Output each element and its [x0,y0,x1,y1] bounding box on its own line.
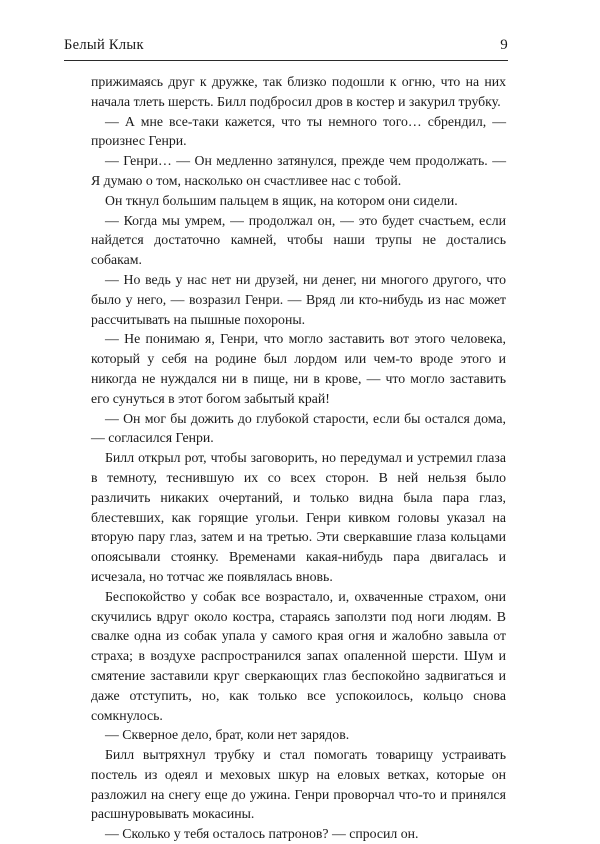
paragraph: — Но ведь у нас нет ни друзей, ни денег, ни многого другого, что было у него, — возразил Генри. — Вряд ли кто-нибудь из нас может рассчитывать на пышные похороны. [91,271,506,327]
paragraph: Он ткнул большим пальцем в ящик, на котором они сидели. [105,192,458,208]
page-number: 9 [500,37,508,53]
paragraph: — Не понимаю я, Генри, что могло заставить вот этого человека, который у себя на родине был лордом или чем-то вроде этого и никогда не нуждался ни в пище, ни в крове, — что могло заставить его сунуться в этот богом забытый край! [91,331,506,406]
paragraph: — Скверное дело, брат, коли нет зарядов. [105,727,350,743]
paragraph: прижимаясь друг к дружке, так близко подошли к огню, что на них начала тлеть шерсть. Билл подбросил дров в костер и закурил трубку. [91,74,506,109]
book-title: Белый Клык [64,37,144,53]
paragraph: — А мне все-таки кажется, что ты немного того… сбрендил, — произнес Генри. [91,113,506,149]
paragraph: — Генри… — Он медленно затянулся, прежде чем продолжать. — Я думаю о том, насколько он счастливее нас с тобой. [91,153,506,188]
paragraph: — Сколько у тебя осталось патронов? — спросил он. [105,826,419,842]
paragraph: Билл вытряхнул трубку и стал помогать товарищу устраивать постель из одеял и меховых шкур на еловых ветках, которые он разложил на снегу еще до ужина. Генри проворчал что-то и принялся расшнуровывать мокасины. [91,747,506,822]
paragraph: — Когда мы умрем, — продолжал он, — это будет счастьем, если найдется достаточно камней, чтобы наши трупы не достались собакам. [91,212,506,268]
paragraph: Билл открыл рот, чтобы заговорить, но передумал и устремил глаза в темноту, теснившую их со всех сторон. В ней нельзя было различить никаких очертаний, и только видна была пара глаз, блестевших, как горящие угольи. Генри кивком головы указал на вторую пару глаз, затем и на третью. Эти сверкавшие глаза кольцами опоясывали стоянку. Временами какая-нибудь пара двигалась и исчезала, но тотчас же появлялась вновь. [91,450,506,584]
paragraph: Беспокойство у собак все возрастало, и, охваченные страхом, они скучились вдруг около костра, стараясь заползти под ноги людям. В свалке одна из собак упала у самого края огня и жалобно завыла от страха; в воздухе распространился запах опаленной шерсти. Шум и смятение заставили круг сверкающих глаз беспокойно задвигаться и даже отступить, но, как только все успокоилось, кольцо снова сомкнулось. [91,588,506,723]
running-header [64,26,508,61]
body-text [91,72,506,844]
paragraph: — Он мог бы дожить до глубокой старости, если бы остался дома, — согласился Генри. [91,410,506,446]
